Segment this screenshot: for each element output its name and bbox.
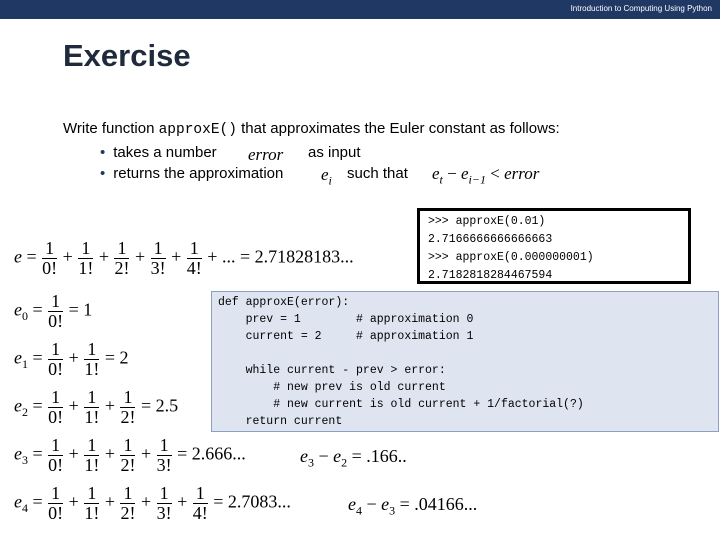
code-line: # new current is old current + 1/factorial(?) [218,398,584,411]
error-variable: error [248,145,284,164]
code-line: return current [218,415,343,428]
approximation-e4: $e_4$ = $\frac{1}{0!}$ + $\frac{1}{1!}$ + $\frac{1}{2!}$ + $\frac{1}{3!}$ + $\frac{1}{4!}$ = 2.7083... [14,483,291,523]
approximation-variable: $e_i$ [321,165,332,188]
code-line: # new prev is old current [218,381,446,394]
slide-title: Exercise [63,38,191,73]
bullet-dot: • [100,165,106,182]
approximation-e2: $e_2$ = $\frac{1}{0!}$ + $\frac{1}{1!}$ + $\frac{1}{2!}$ = 2.5 [14,387,179,427]
bullet-item [100,144,217,161]
code-line: while current - prev > error: [218,364,446,377]
bullet-text: as input [308,144,361,161]
shell-line: 2.7166666666666663 [428,233,553,246]
approximation-e0: $e_0$ = $\frac{1}{0!}$ = 1 [14,291,93,331]
code-line: current = 2 # approximation 1 [218,330,474,343]
shell-line: 2.7182818284467594 [428,269,553,282]
bullet-dot: • [100,144,106,161]
header-bar [0,0,720,19]
code-line: prev = 1 # approximation 0 [218,313,474,326]
function-name: approxE() [158,122,237,138]
code-box [211,291,719,432]
intro-prefix: Write function [63,120,159,137]
shell-line: >>> approxE(0.000000001) [428,251,594,264]
euler-series: e = $\frac{1}{0!}$ + $\frac{1}{1!}$ + $\frac{1}{2!}$ + $\frac{1}{3!}$ + $\frac{1}{4!}$ + ... = 2.71828183... [14,238,354,278]
stop-condition: $e_t - e_{i-1}$ < error [432,164,540,187]
approximation-e3: $e_3$ = $\frac{1}{0!}$ + $\frac{1}{1!}$ + $\frac{1}{2!}$ + $\frac{1}{3!}$ = 2.666... [14,435,246,475]
code-line [218,345,718,362]
bullet-text: takes a number [113,144,217,161]
bullet-text: returns the approximation [113,165,284,182]
course-title: Introduction to Computing Using Python [570,4,712,13]
difference-e4-e3: $e_4 - e_3 = .04166$... [348,494,478,518]
approximation-e1: $e_1$ = $\frac{1}{0!}$ + $\frac{1}{1!}$ = 2 [14,339,129,379]
shell-line: >>> approxE(0.01) [428,215,546,228]
difference-e3-e2: $e_3 - e_2 = .166$.. [300,446,407,470]
intro-text [63,120,560,138]
intro-suffix: that approximates the Euler constant as follows: [236,120,560,137]
shell-output-box [417,208,691,284]
bullet-item [100,165,283,182]
bullet-text: such that [347,165,408,182]
code-line: def approxE(error): [218,296,350,309]
